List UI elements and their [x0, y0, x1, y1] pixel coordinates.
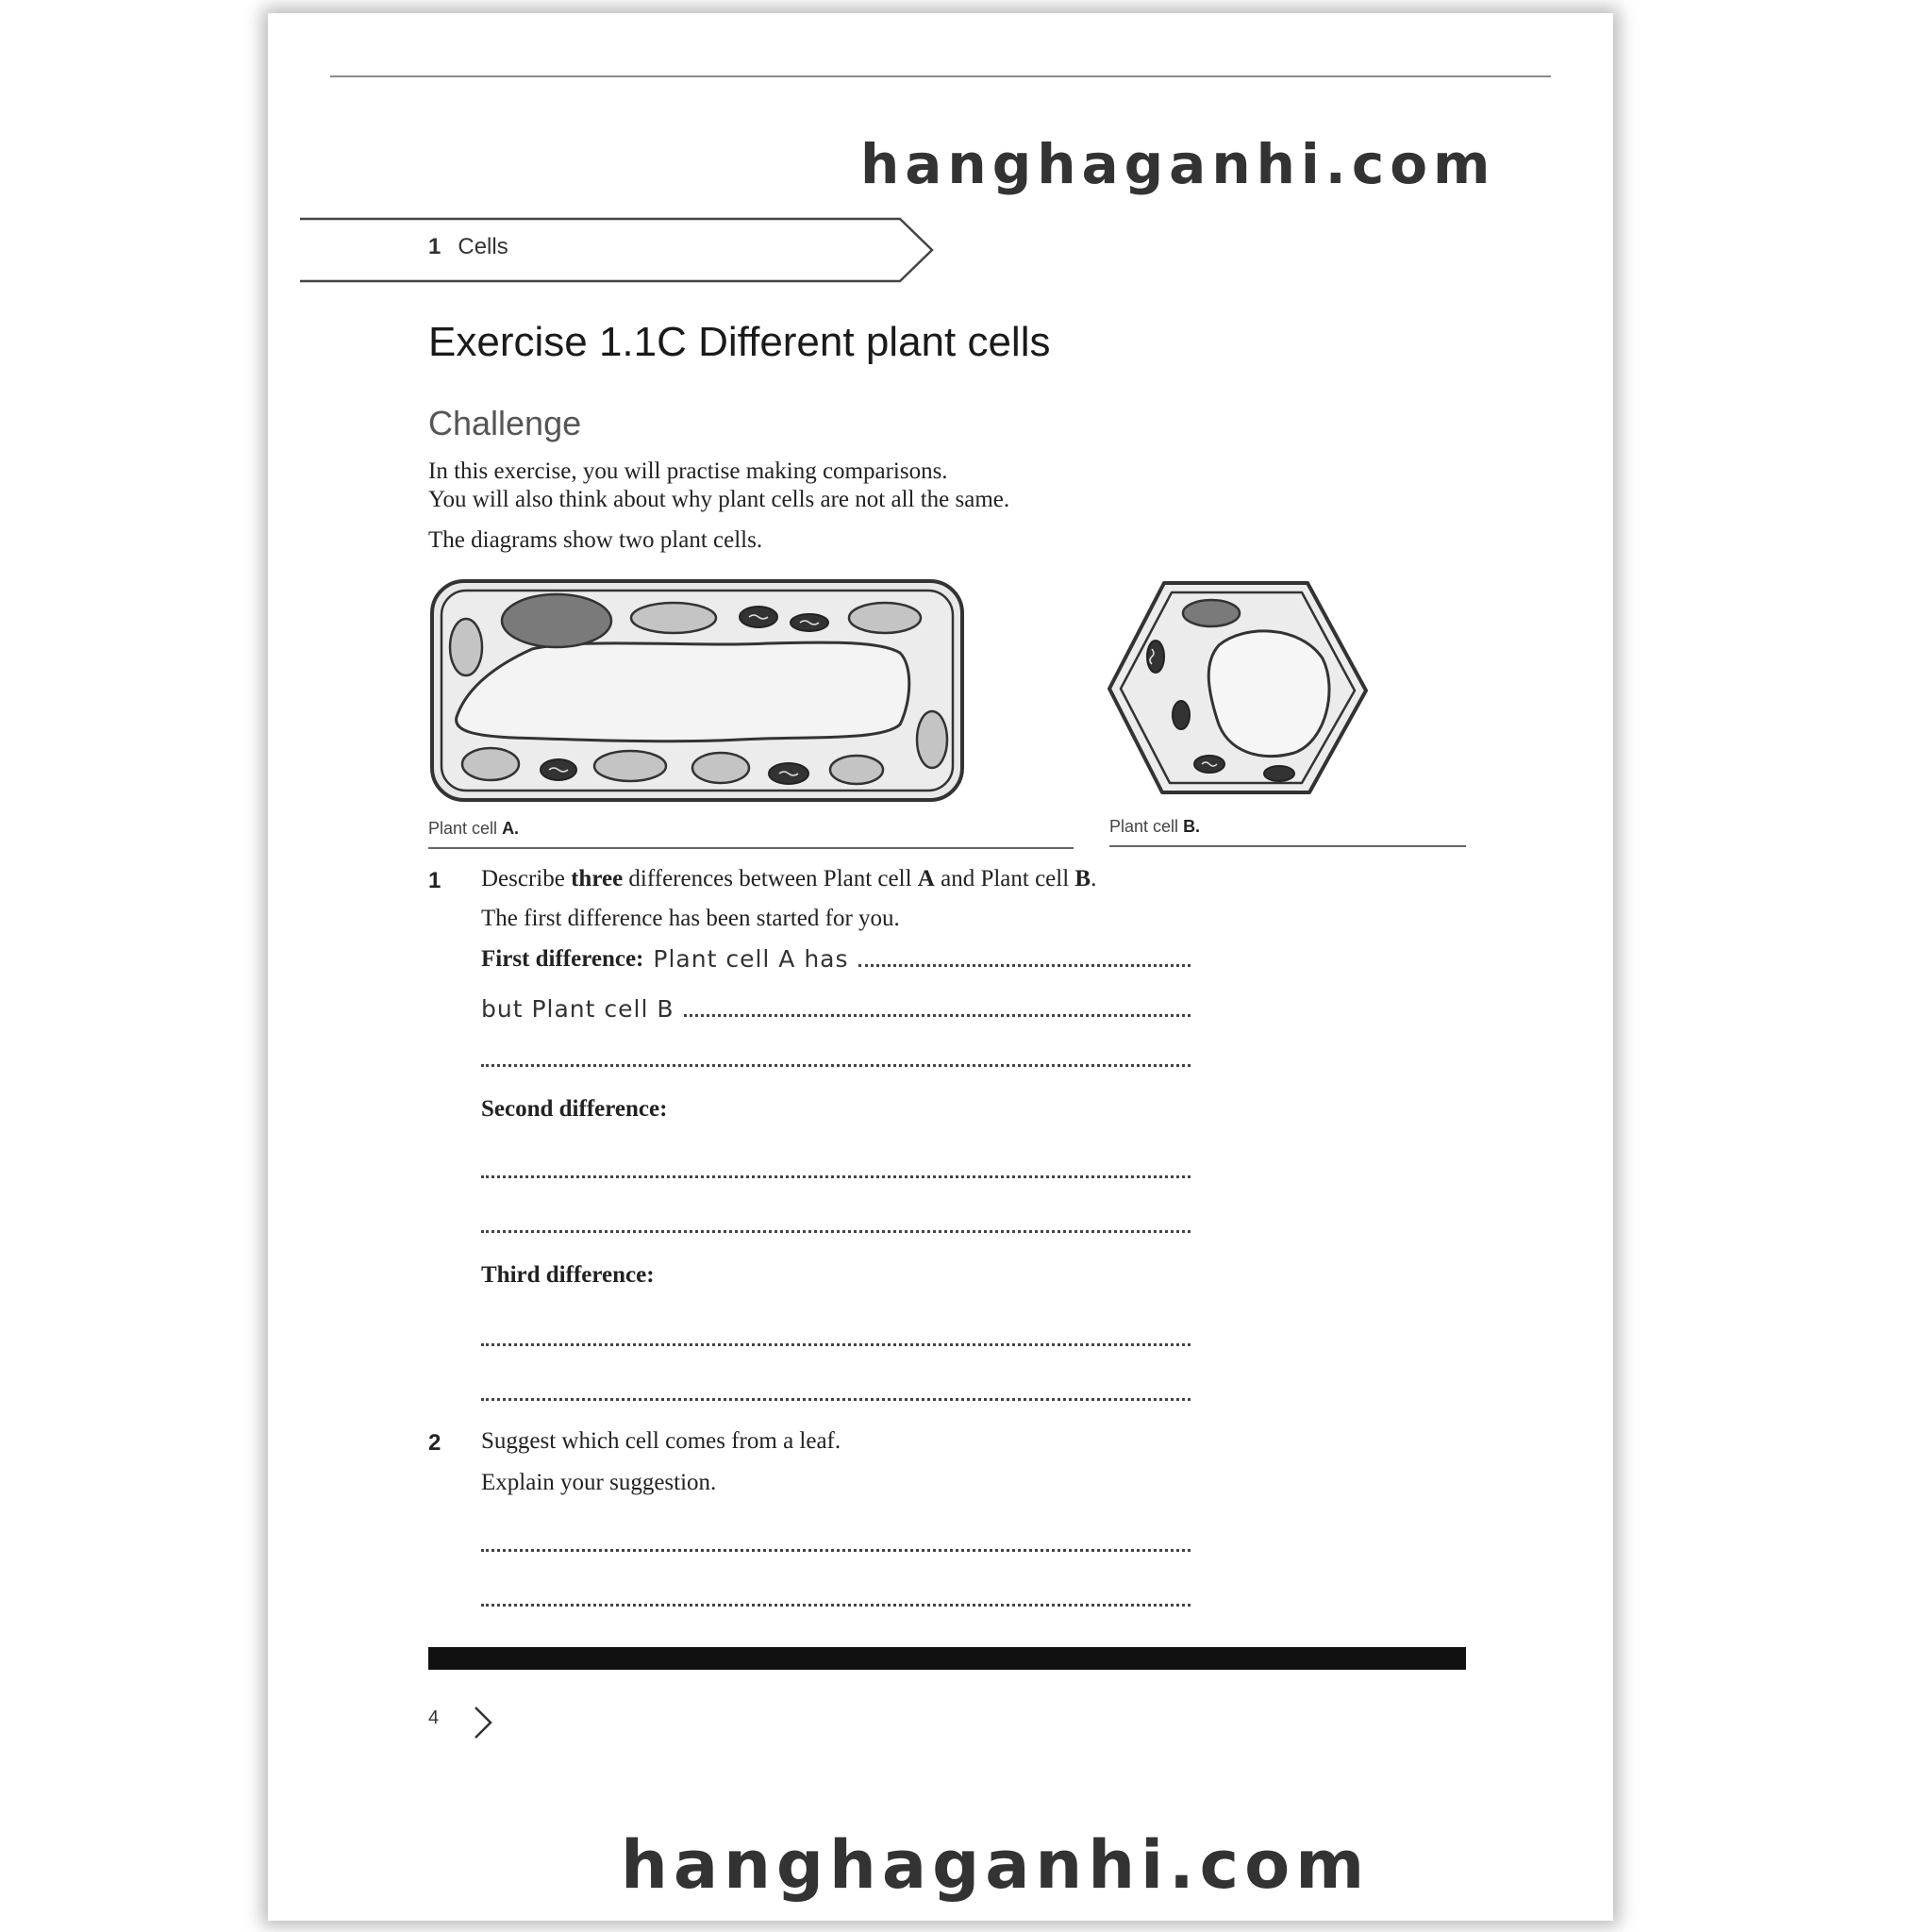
chapter-title: Cells: [458, 234, 508, 259]
footer-bar: [428, 1647, 1466, 1670]
chloroplast: [849, 603, 921, 633]
answer-dots: [858, 964, 1191, 967]
page-number: 4: [428, 1707, 440, 1728]
question-1-text: [481, 866, 1096, 892]
plant-cell-a-diagram: [428, 575, 968, 806]
challenge-heading: Challenge: [428, 404, 582, 442]
chevron-right-icon: [472, 1706, 494, 1740]
watermark-bottom: hanghaganhi.com: [621, 1826, 1371, 1904]
q1-text-a: A: [917, 866, 935, 891]
plant-cell-b-diagram: [1106, 577, 1370, 798]
chloroplast: [830, 756, 883, 784]
second-difference-line-2[interactable]: [481, 1230, 1191, 1233]
first-difference-line-3[interactable]: [481, 1064, 1191, 1067]
chloroplast: [917, 711, 947, 768]
chloroplast: [450, 619, 482, 675]
top-rule: [330, 75, 1551, 77]
first-difference-handwritten: Plant cell A has: [653, 945, 849, 973]
caption-b-letter: B.: [1183, 817, 1201, 836]
q1-text-pre: Describe: [481, 866, 565, 891]
nucleus: [1183, 600, 1240, 626]
question-2-number: 2: [428, 1430, 441, 1456]
first-difference-handwritten-2: but Plant cell B: [481, 995, 675, 1023]
q1-text-end: .: [1091, 866, 1097, 891]
question-2-line-1[interactable]: [481, 1549, 1191, 1552]
third-difference-line-2[interactable]: [481, 1398, 1191, 1401]
exercise-title: Exercise 1.1C Different plant cells: [428, 319, 1051, 365]
question-2-line-2[interactable]: [481, 1604, 1191, 1607]
q1-text-b: B: [1074, 866, 1091, 891]
answer-dots: [684, 1014, 1191, 1017]
caption-a-rule: [428, 847, 1074, 849]
caption-b-rule: [1109, 845, 1466, 847]
first-difference-line-2[interactable]: [481, 995, 1191, 1023]
intro-line-2: You will also think about why plant cells are not all the same.: [428, 487, 1010, 512]
third-difference-line-1[interactable]: [481, 1343, 1191, 1346]
q1-text-bold: three: [571, 866, 624, 891]
question-2-subtext: Explain your suggestion.: [481, 1470, 717, 1495]
q1-text-mid: differences between Plant cell: [628, 866, 912, 891]
second-difference-label: Second difference:: [481, 1096, 668, 1122]
plant-cell-a-caption: [428, 819, 519, 839]
chloroplast: [462, 748, 519, 780]
plant-cell-b-caption: [1109, 817, 1200, 837]
question-1-hint: The first difference has been started for you.: [481, 906, 900, 931]
third-difference-label: Third difference:: [481, 1262, 655, 1288]
first-difference-line-1[interactable]: [481, 945, 1191, 973]
chloroplast: [631, 603, 716, 633]
caption-b-prefix: Plant cell: [1109, 817, 1179, 836]
chapter-number: 1: [428, 234, 441, 259]
chapter-tab-arrow: [300, 217, 936, 283]
caption-a-prefix: Plant cell: [428, 819, 498, 838]
second-difference-line-1[interactable]: [481, 1175, 1191, 1178]
chloroplast: [692, 753, 749, 783]
q1-text-and: and Plant cell: [941, 866, 1070, 891]
first-difference-label: First difference:: [481, 946, 644, 972]
intro-line-1: In this exercise, you will practise making comparisons.: [428, 458, 948, 484]
watermark-top: hanghaganhi.com: [860, 132, 1496, 196]
nucleus: [502, 594, 611, 647]
diagram-intro: The diagrams show two plant cells.: [428, 527, 763, 553]
mitochondrion: [1147, 641, 1164, 673]
mitochondrion: [1264, 766, 1294, 781]
question-1-number: 1: [428, 868, 441, 893]
caption-a-letter: A.: [502, 819, 520, 838]
chloroplast: [594, 751, 666, 781]
chapter-label: [428, 234, 508, 260]
mitochondrion: [1173, 701, 1190, 729]
question-2-text: Suggest which cell comes from a leaf.: [481, 1428, 841, 1454]
